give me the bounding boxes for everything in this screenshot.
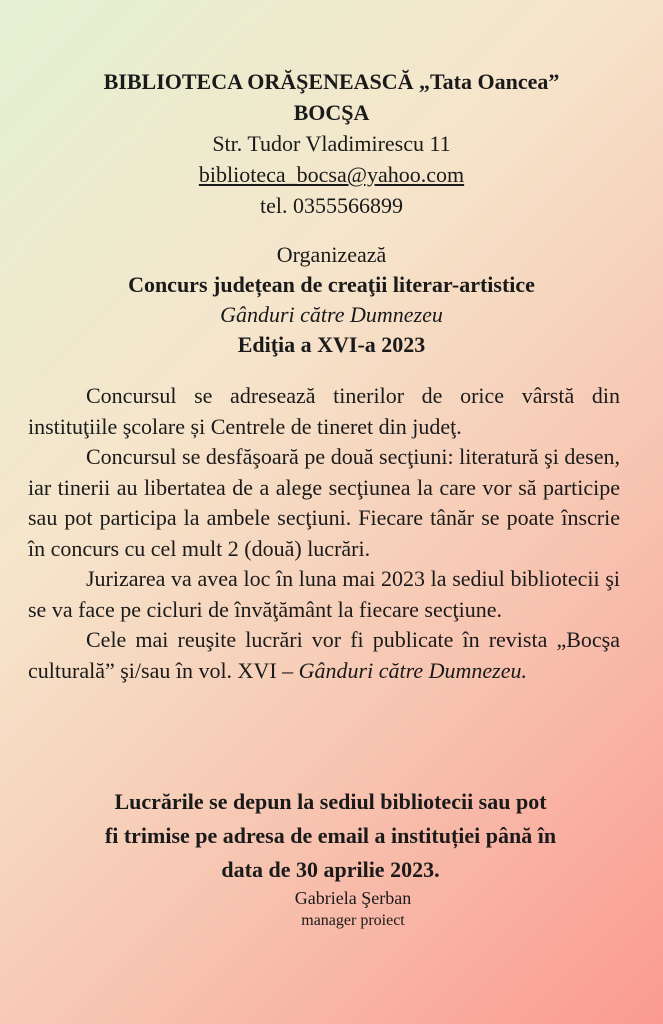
publication-text: Cele mai reuşite lucrări vor fi publicate în revista „Bocşa culturală” şi/sau în vol. XVI – [28, 627, 620, 683]
contest-title: Concurs județean de creaţii literar-artistice [128, 272, 535, 297]
signature-role: manager proiect [301, 912, 405, 929]
paragraph-judging: Jurizarea va avea loc în luna mai 2023 la sediul bibliotecii şi se va face pe cicluri de învăţământ la fiecare secţiune. [28, 566, 620, 622]
contest-announcement [0, 240, 663, 360]
paragraph-sections: Concursul se desfăşoară pe două secţiuni: literatură şi desen, iar tinerii au libertatea de a alege secţiunea la care vor să participe sau pot participa la ambele secţiuni. Fiecare tânăr se poate înscrie în concurs cu cel mult 2 (două) lucrări. [28, 444, 620, 561]
signature-name: Gabriela Şerban [294, 888, 412, 908]
deadline-line-1: Lucrările se depun la sediul bibliotecii sau pot [114, 789, 547, 814]
contest-edition: Ediţia a XVI-a 2023 [237, 332, 426, 357]
deadline-line-3: data de 30 aprilie 2023. [221, 857, 440, 882]
library-header [0, 66, 663, 221]
paragraph-audience: Concursul se adresează tinerilor de orice vârstă din instituţiile şcolare și Centrele de tineret din judeţ. [28, 383, 620, 439]
library-address: Str. Tudor Vladimirescu 11 [212, 131, 451, 156]
submission-deadline [28, 785, 633, 887]
contest-name: Gânduri către Dumnezeu [220, 302, 443, 327]
signature-block [253, 886, 453, 932]
library-city: BOCŞA [293, 100, 370, 125]
deadline-line-2: fi trimise pe adresa de email a instituției până în [104, 823, 557, 848]
library-phone: tel. 0355566899 [260, 193, 403, 218]
paragraph-publication [28, 625, 620, 686]
organizer-intro: Organizează [276, 242, 387, 267]
library-name: BIBLIOTECA ORĂŞENEASCĂ „Tata Oancea” [103, 69, 560, 94]
publication-volume-title: Gânduri către Dumnezeu. [298, 657, 527, 683]
library-email-link[interactable]: biblioteca_bocsa@yahoo.com [198, 162, 465, 187]
contest-details [28, 381, 620, 686]
